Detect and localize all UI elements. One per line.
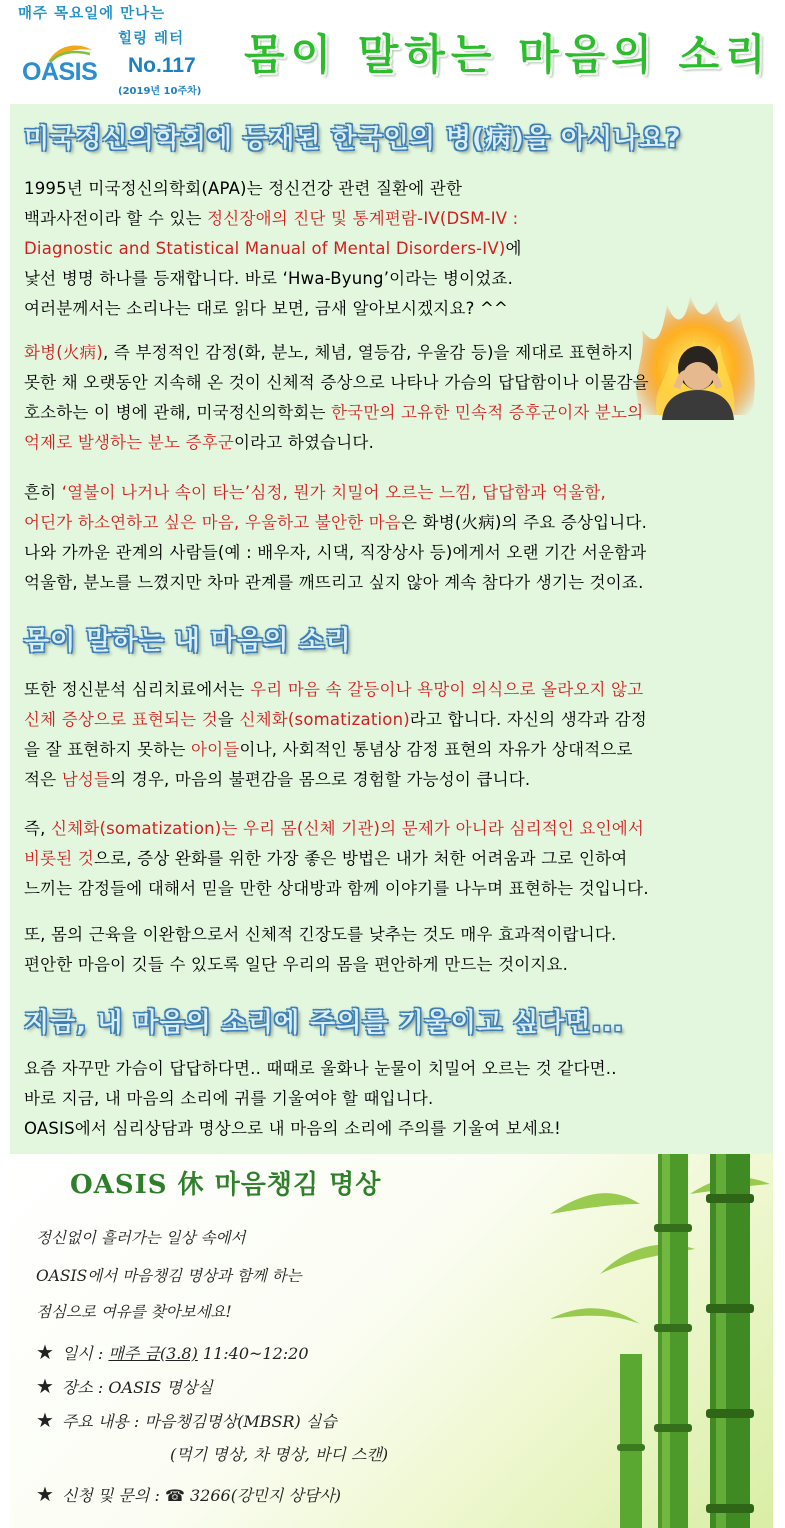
issue-date: (2019년 10주차) <box>118 86 202 97</box>
body-text: OASIS에서 심리상담과 명상으로 내 마음의 소리에 주의를 기울여 보세요! <box>24 1119 561 1138</box>
paragraph-line <box>24 705 647 735</box>
body-text: 호소하는 이 병에 관해, 미국정신의학회는 <box>24 403 332 422</box>
header <box>0 0 785 104</box>
body-text: 백과사전이라 할 수 있는 <box>24 209 208 228</box>
highlighted-text: Diagnostic and Statistical Manual of Mental Disorders-IV) <box>24 239 506 258</box>
body-text: 억울함, 분노를 느꼈지만 차마 관계를 깨뜨리고 싶지 않아 계속 참다가 생기는 것이죠. <box>24 573 644 592</box>
bamboo-icon <box>490 1154 773 1528</box>
body-text: 라고 합니다. 자신의 생각과 감정 <box>409 710 647 729</box>
paragraph-line <box>24 368 649 398</box>
body-text: 못한 채 오랫동안 지속해 온 것이 신체적 증상으로 나타나 가슴의 답답함이나 이물감을 <box>24 373 649 392</box>
paragraph-line <box>24 264 522 294</box>
highlighted-text: 신체화(somatization)는 우리 몸(신체 기관)의 문제가 아니라 심리적인 요인에서 <box>51 819 645 838</box>
paragraph-line <box>24 765 647 795</box>
paragraph-1 <box>24 174 522 324</box>
highlighted-text: 화병(火病) <box>24 343 103 362</box>
banner-where <box>36 1374 213 1398</box>
section-title-3: 지금, 내 마음의 소리에 주의를 기울이고 싶다면... <box>24 1008 625 1038</box>
content-text: 주요 내용 : 마음챙김명상(MBSR) 실습 <box>61 1412 337 1431</box>
highlighted-text: 신체화(somatization) <box>239 710 410 729</box>
highlighted-text: ‘열불이 나거나 속이 타는’심정, 뭔가 치밀어 오르는 느낌, 답답함과 억울함, <box>61 483 606 502</box>
paragraph-line <box>24 1054 617 1084</box>
body-text: 을 잘 표현하지 못하는 <box>24 740 192 759</box>
highlighted-text: 한국만의 고유한 민속적 증후군이자 분노의 <box>331 403 644 422</box>
star-icon: ★ <box>36 1408 54 1432</box>
paragraph-line <box>24 478 647 508</box>
paragraph-4 <box>24 675 647 795</box>
issue-number: No.117 <box>128 54 196 77</box>
star-icon: ★ <box>36 1340 54 1364</box>
highlighted-text: 신체 증상으로 표현되는 것 <box>24 710 218 729</box>
paragraph-6 <box>24 920 616 980</box>
highlighted-text: 우리 마음 속 갈등이나 욕망이 의식으로 올라오지 않고 <box>250 680 644 699</box>
paragraph-7 <box>24 1054 617 1144</box>
star-icon: ★ <box>36 1374 54 1398</box>
body-text: 또, 몸의 근육을 이완함으로서 신체적 긴장도를 낮추는 것도 매우 효과적이랍니다. <box>24 925 617 944</box>
paragraph-line <box>24 874 649 904</box>
body-text: 여러분께서는 소리나는 대로 읽다 보면, 금새 알아보시겠지요? ^^ <box>24 299 509 318</box>
paragraph-line <box>24 675 647 705</box>
highlighted-text: 남성들 <box>61 770 111 789</box>
body-text: 을 <box>217 710 240 729</box>
paragraph-line <box>24 174 522 204</box>
when-value: 매주 금(3.8) <box>108 1344 198 1363</box>
banner-title: OASIS 休 마음챙김 명상 <box>70 1170 382 1200</box>
meditation-banner <box>10 1154 773 1528</box>
oasis-logo: OASIS <box>22 58 98 86</box>
banner-contact <box>36 1482 341 1506</box>
paragraph-line <box>24 735 647 765</box>
highlighted-text: 비롯된 것 <box>24 849 95 868</box>
body-text: 흔히 <box>24 483 62 502</box>
header-tagline-sub: 힐링 레터 <box>118 31 185 47</box>
body-text: 1995년 미국정신의학회(APA)는 정신건강 관련 질환에 관한 <box>24 179 463 198</box>
banner-when <box>36 1340 309 1364</box>
body-text: 이라고 하였습니다. <box>234 433 375 452</box>
banner-content <box>36 1408 337 1432</box>
highlighted-text: 정신장애의 진단 및 통계편람-IV(DSM-IV : <box>207 209 519 228</box>
contact-value: 3266(강민지 상담사) <box>184 1486 342 1505</box>
paragraph-line <box>24 538 647 568</box>
body-text: 적은 <box>24 770 62 789</box>
header-tagline: 매주 목요일에 만나는 <box>18 6 166 22</box>
paragraph-line <box>24 428 649 458</box>
body-text: 에 <box>505 239 522 258</box>
body-text: 또한 정신분석 심리치료에서는 <box>24 680 251 699</box>
paragraph-5 <box>24 814 649 904</box>
paragraph-line <box>24 338 649 368</box>
when-label: 일시 : <box>61 1344 109 1363</box>
banner-intro-line-2: OASIS에서 마음챙김 명상과 함께 하는 <box>36 1267 302 1285</box>
paragraph-line <box>24 568 647 598</box>
body-text: 은 화병(火病)의 주요 증상입니다. <box>401 513 648 532</box>
section-title-2: 몸이 말하는 내 마음의 소리 <box>24 626 352 656</box>
body-text: , 즉 부정적인 감정(화, 분노, 체념, 열등감, 우울감 등)을 제대로 표현하지 <box>102 343 634 362</box>
paragraph-line <box>24 950 616 980</box>
highlighted-text: 어딘가 하소연하고 싶은 마음, 우울하고 불안한 마음 <box>24 513 402 532</box>
paragraph-2 <box>24 338 649 458</box>
body-text: 으로, 증상 완화를 위한 가장 좋은 방법은 내가 처한 어려움과 그로 인하여 <box>94 849 628 868</box>
body-text: 편안한 마음이 깃들 수 있도록 일단 우리의 몸을 편안하게 만드는 것이지요. <box>24 955 569 974</box>
star-icon: ★ <box>36 1482 54 1506</box>
body-text: 요즘 자꾸만 가슴이 답답하다면.. 때때로 울화나 눈물이 치밀어 오르는 것 같다면.. <box>24 1059 617 1078</box>
body-text: 느끼는 감정들에 대해서 믿을 만한 상대방과 함께 이야기를 나누며 표현하는 것입니다. <box>24 879 649 898</box>
paragraph-line <box>24 814 649 844</box>
paragraph-line <box>24 1084 617 1114</box>
banner-content-sub: (먹기 명상, 차 명상, 바디 스캔) <box>170 1445 389 1464</box>
when-time: 11:40~12:20 <box>197 1344 309 1363</box>
phone-icon: ☎ <box>164 1486 185 1505</box>
paragraph-line <box>24 920 616 950</box>
paragraph-line <box>24 204 522 234</box>
contact-label: 신청 및 문의 : <box>61 1486 165 1505</box>
body-text: 바로 지금, 내 마음의 소리에 귀를 기울여야 할 때입니다. <box>24 1089 434 1108</box>
paragraph-3 <box>24 478 647 598</box>
paragraph-line <box>24 844 649 874</box>
body-text: 이나, 사회적인 통념상 감정 표현의 자유가 상대적으로 <box>239 740 633 759</box>
body-text: 의 경우, 마음의 불편감을 몸으로 경험할 가능성이 큽니다. <box>110 770 531 789</box>
paragraph-line <box>24 294 522 324</box>
paragraph-line <box>24 508 647 538</box>
body-text: 즉, <box>24 819 52 838</box>
banner-intro-line-1: 정신없이 흘러가는 일상 속에서 <box>36 1229 246 1247</box>
paragraph-line <box>24 398 649 428</box>
paragraph-line <box>24 234 522 264</box>
where-text: 장소 : OASIS 명상실 <box>61 1378 213 1397</box>
page-title: 몸이 말하는 마음의 소리 <box>244 30 772 79</box>
letter-content <box>10 104 773 1154</box>
highlighted-text: 억제로 발생하는 분노 증후군 <box>24 433 235 452</box>
body-text: 나와 가까운 관계의 사람들(예 : 배우자, 시댁, 직장상사 등)에게서 오랜 기간 서운함과 <box>24 543 647 562</box>
section-title-1: 미국정신의학회에 등재된 한국인의 병(病)을 아시나요? <box>24 124 682 154</box>
body-text: 낯선 병명 하나를 등재합니다. 바로 ‘Hwa-Byung’이라는 병이었죠. <box>24 269 514 288</box>
highlighted-text: 아이들 <box>191 740 240 759</box>
paragraph-line <box>24 1114 617 1144</box>
banner-intro-line-3: 점심으로 여유를 찾아보세요! <box>36 1303 232 1321</box>
